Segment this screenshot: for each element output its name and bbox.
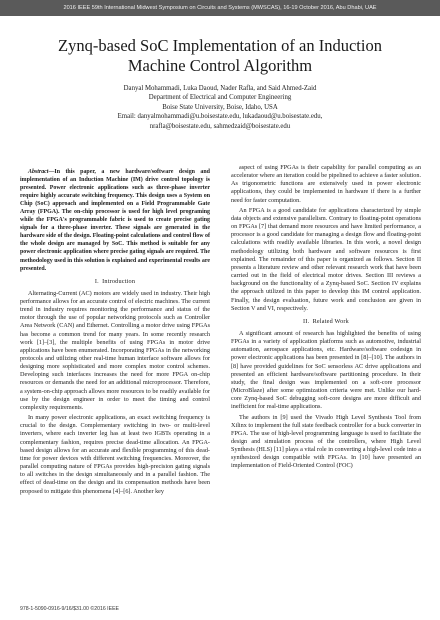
copyright-footer: 978-1-5090-0916-9/16/$31.00 ©2016 IEEE — [20, 606, 120, 612]
right-paragraph-1: aspect of using FPGAs is their capability for parallel computing as an accelerator where an iteration could be pipelined to achieve a faster solution. As trigonometric functions are extensively used in power electronic applications, they could be implemented in hardware if there is a further need for faster computation. — [231, 164, 422, 204]
intro-paragraph-2: In many power electronic applications, an exact switching frequency is crucial to the design. Complementary switching in two- or multi-level inverters, where each inverter leg has at least two IGBTs operating in a complementary fashion, requires precise dead-time allocation. An FPGA-based design allows for an accurate and flexible programming of this dead-time for power devices with different switching frequencies. Moreover, the parallel computing nature of FPGAs provides high-precision gating signals to all switches in the design simultaneously and in a parallel fashion. The effect of dead-time on the design and its compensation methods have been proposed to mitigate this phenomena [4]–[6]. Another key — [20, 414, 210, 495]
section-heading-related-work: II. Related Work — [303, 317, 349, 325]
section-heading-introduction: I. Introduction — [94, 277, 136, 285]
abstract-text: —In this paper, a new hardware/software design and implementation of an Induction Machine (IM) drive control topology is presented. Power electronic applications such as three-phase inverter require highly accurate switching frequency. This design uses a System on Chip (SoC) approach and implemented on a Field Programmable Gate Array (FPGA). The on-chip processor is used for high level programing while the FPGA's programmable fabric is used to create precise gating signals for a three-phase inverter. These signals are generated in the hardware side of the design. Floating-point calculations and control flow of the whole design are managed by SoC. This method is suitable for any power electronic application where precise gating signals are required. The methodology used in this solution is explained and experimental results are presented. — [20, 169, 210, 272]
title-line-2: Machine Control Algorithm — [127, 56, 313, 75]
author-email-line-2: nrafla@boisestate.edu, sahmedzaid@boisestate.edu — [149, 122, 291, 130]
author-department: Department of Electrical and Computer Engineering — [148, 94, 292, 102]
conference-header: 2016 IEEE 59th International Midwest Symposium on Circuits and Systems (MWSCAS), 16-19 October 2016, Abu Dhabi, UAE — [0, 0, 440, 16]
left-column — [20, 168, 210, 498]
abstract — [20, 168, 210, 273]
title-line-1: Zynq-based SoC Implementation of an Induction — [58, 36, 382, 55]
author-email-line-1: Email: danyalmohammadi@u.boisestate.edu, lukadaoud@u.boisestate.edu, — [117, 113, 323, 121]
related-paragraph-1: A significant amount of research has highlighted the benefits of using FPGAs in a variety of application platforms such as automotive, industrial automation, aerospace applications, etc. Hardware/software codesign in power electronic applications has been presented in [8]–[10]. The authors in [8] have provided guidelines for SoC sensorless AC drive applications and presented an efficient hardware/software partitioning procedure. In their study, the final design was implemented on a soft-core processor (MicroBlaze) after some optimization criteria were met. Unlike our hard-core Zynq-based SoC debugging soft-core designs are more difficult and inefficient for real-time applications. — [231, 329, 421, 411]
author-names: Danyal Mohammadi, Luka Daoud, Nader Rafla, and Said Ahmed-Zaid — [123, 85, 317, 92]
right-paragraph-2: An FPGA is a good candidate for applications characterized by simple data objects and extensive parallelism. Contrary to floating-point operations on FPGAs [7] that demand more resources and have limited performance, a processor is a good candidate for managing a design flow and floating-point calculations with readily available libraries. In this work, a novel design methodology utilizing both hardware and software resources is first explained. The remainder of this paper is organized as follows. Section II presents a literature review and other relevant research work that have been carried out in the field of electrical motor drives. Section III reviews a background on the functionality of a Zynq-based SoC. Section IV explains the approach utilized in this paper to develop this IM control application. Finally, the design evaluation, future work and conclusion are given in Section V and VI, respectively. — [231, 206, 421, 312]
paper-title — [20, 36, 420, 76]
intro-paragraph-1: Alternating-Current (AC) motors are widely used in industry. Their high performance allows for an accurate control of electric machines. The current trend in industry requires monitoring the performance and status of the motor through the use of popular networking protocols such as Controller Area Network (CAN) and Ethernet. Controlling a motor drive using FPGAs has become a common trend for many years. In some recently research work [1]–[3], the multiple benefits of using FPGAs in motor drive applications have been enumerated. Incorporating FPGAs in the networking protocols and utilizing other real-time human interface software allows for designing more sophisticated and more complex motor control schemes. Developing such interfaces increases the need for more FPGA on-chip resources or demands the need for an additional microprocessor. Therefore, a system-on-chip approach allows more resources to be readily available for use by the design engineer in order to meet the timing and control complexity requirements. — [20, 289, 210, 411]
related-paragraph-2: The authors in [9] used the Vivado High Level Synthesis Tool from Xilinx to implement the full state feedback controller for a buck converter in FPGA. The use of high-level programming language is used to facilitate the design and simulation process of the controllers, where High Level Synthesis (HLS) [11] plays a vital role in converting a high-level code into a synthesized design compatible with FPGAs. In [10] have presented an implementation of Field-Oriented Control (FOC) — [231, 413, 421, 470]
author-university: Boise State University, Boise, Idaho, USA — [162, 103, 278, 111]
author-block — [20, 84, 420, 131]
right-column — [231, 164, 421, 473]
abstract-lead: Abstract — [28, 169, 49, 175]
